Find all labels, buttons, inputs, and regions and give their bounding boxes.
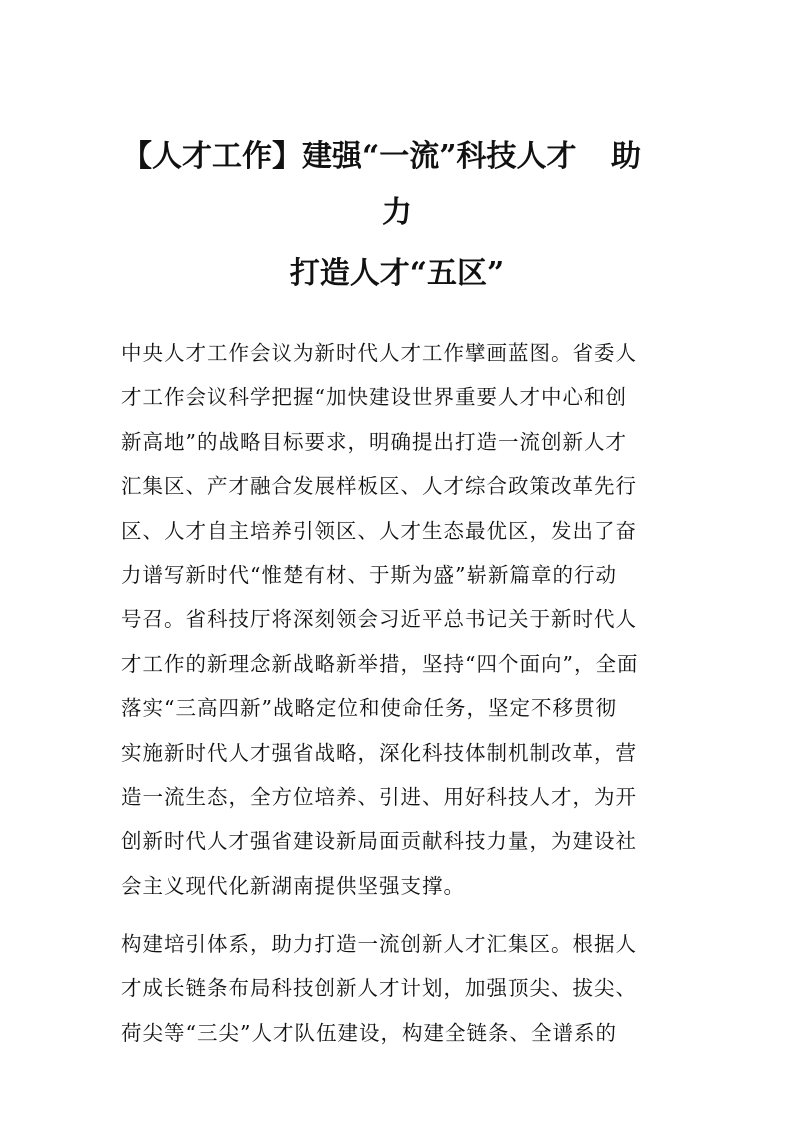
text-line: 才工作会议科学把握“加快建设世界重要人才中心和创	[121, 385, 627, 410]
text-line: 构建培引体系，助力打造一流创新人才汇集区。根据人	[121, 932, 637, 956]
text-line: 才工作的新理念新战略新举措，坚持“四个面向”，全面	[121, 651, 639, 676]
text-line: 造一流生态，全方位培养、引进、用好科技人才，为开	[121, 784, 637, 809]
document-title-line-1: 【人才工作】建强“一流”科技人才 助	[122, 139, 641, 174]
text-line: 荷尖等“三尖”人才队伍建设，构建全链条、全谱系的	[121, 1020, 617, 1045]
text-line: 汇集区、产才融合发展样板区、人才综合政策改革先行	[121, 474, 637, 499]
document-title-line-3: 打造人才“五区”	[289, 256, 505, 291]
text-line: 号召。省科技厅将深刻领会习近平总书记关于新时代人	[121, 607, 637, 632]
text-line: 才成长链条布局科技创新人才计划，加强顶尖、拔尖、	[121, 976, 637, 1001]
text-line: 创新时代人才强省建设新局面贡献科技力量，为建设社	[121, 829, 637, 854]
text-line: 区、人才自主培养引领区、人才生态最优区，发出了奋	[121, 518, 637, 543]
body-paragraph-2	[121, 922, 637, 1055]
text-line: 中央人才工作会议为新时代人才工作擘画蓝图。省委人	[121, 341, 637, 365]
text-line: 落实“三高四新”战略定位和使命任务，坚定不移贯彻	[121, 696, 617, 721]
text-line: 力谱写新时代“惟楚有材、于斯为盛”崭新篇章的行动	[121, 562, 617, 587]
body-paragraph-1	[121, 331, 638, 908]
text-line: 新高地”的战略目标要求，明确提出打造一流创新人才	[121, 429, 627, 454]
text-line: 实施新时代人才强省战略，深化科技体制机制改革，营	[121, 740, 637, 765]
document-title-line-2: 力	[382, 195, 412, 230]
text-line: 会主义现代化新湖南提供坚强支撑。	[121, 873, 465, 898]
